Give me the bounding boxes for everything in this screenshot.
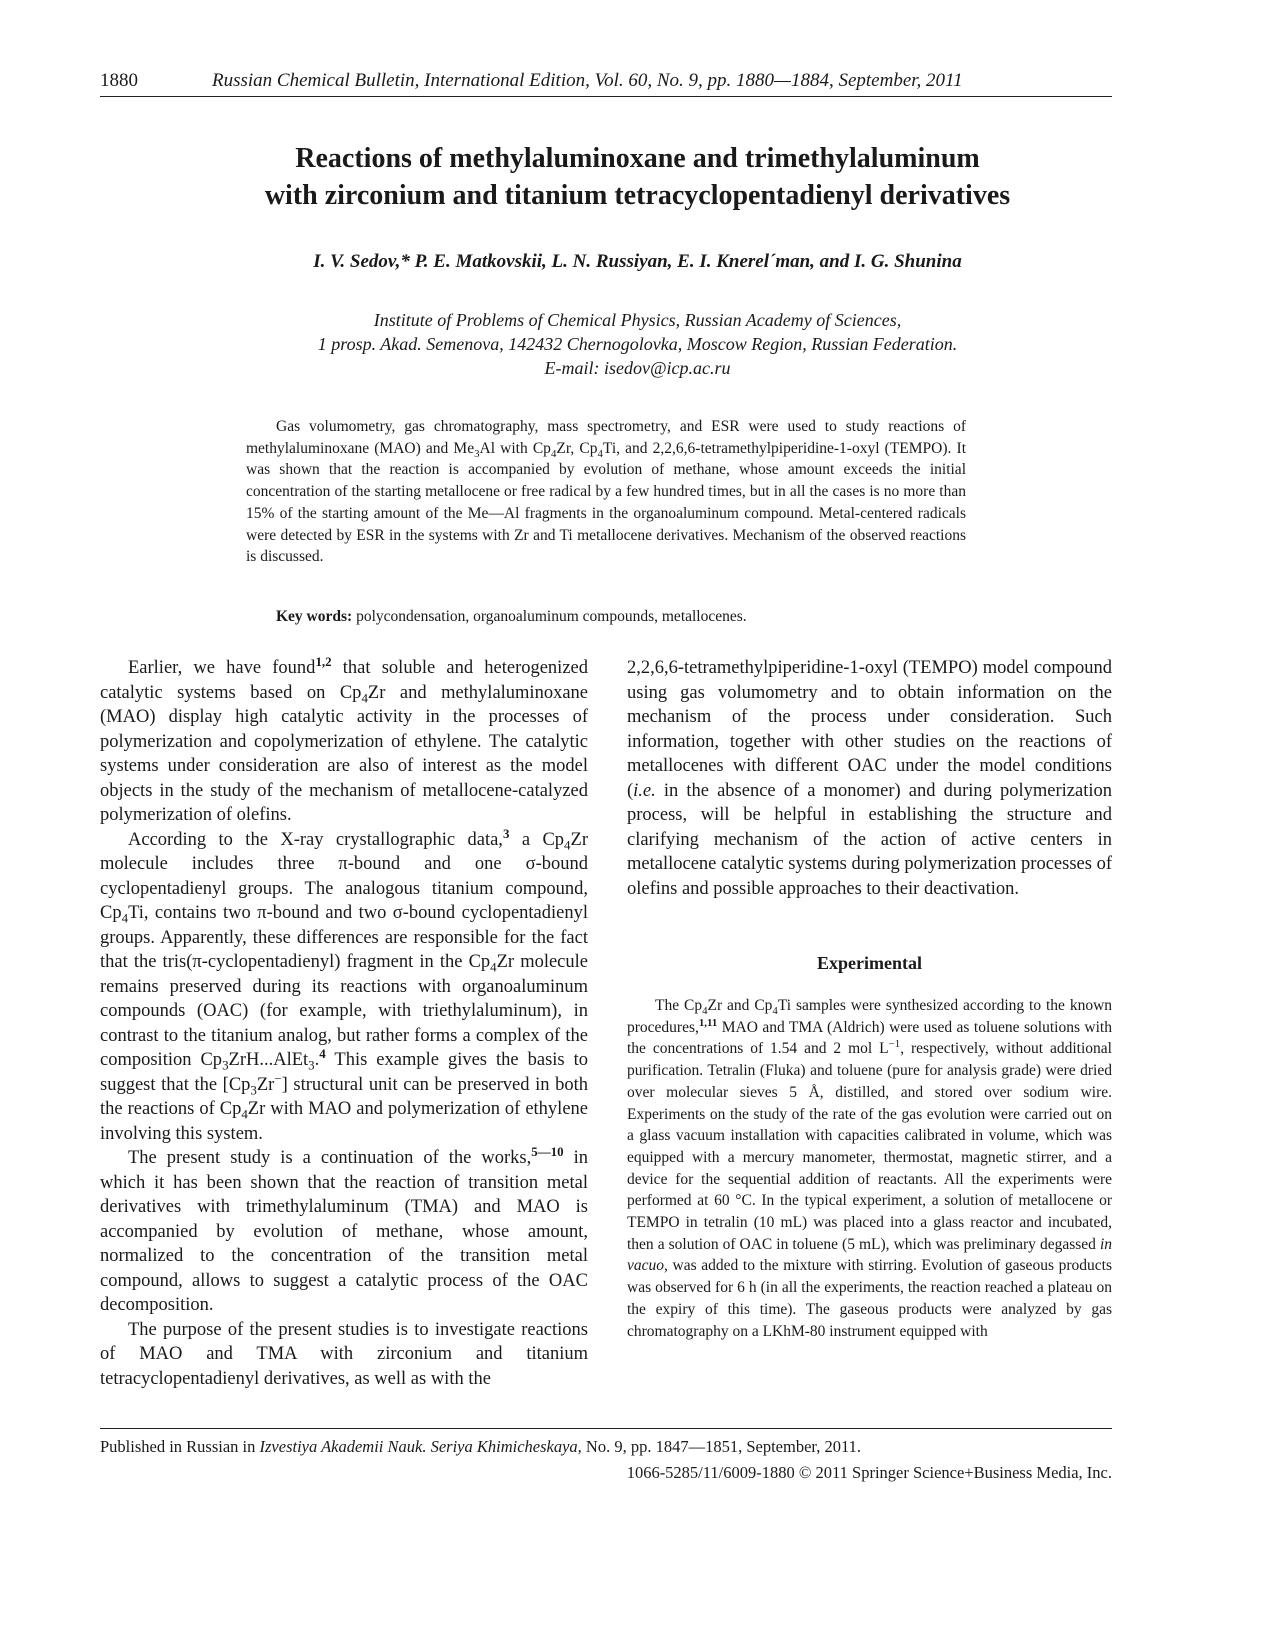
keywords-label: Key words: [276, 608, 353, 625]
article-title [150, 140, 1125, 214]
journal-citation: Russian Chemical Bulletin, International Edition, Vol. 60, No. 9, pp. 1880—1884, September, 2011 [212, 70, 963, 91]
abstract: Gas volumometry, gas chromatography, mass spectrometry, and ESR were used to study reactions of methylaluminoxane (MAO) and $Me_3Al$ with $Cp_4Zr$, $Cp_4Ti$, and 2,2,6,6-tetramethylpiperidine-1-oxyl (TEMPO). It was shown that the reaction is accompanied by evolution of methane, whose amount exceeds the initial concentration of the starting metallocene or free radical by a few hundred times, but in all the cases is no more than 15% of the starting amount of the Me—Al fragments in the organoaluminum compound. Metal-centered radicals were detected by ESR in the systems with Zr and Ti metallocene derivatives. Mechanism of the observed reactions is discussed. [246, 418, 966, 566]
footer-divider [100, 1428, 1112, 1429]
publication-note: Published in Russian in Izvestiya Akademii Nauk. Seriya Khimicheskaya, No. 9, pp. 1847—1851, September, 2011. [100, 1437, 861, 1456]
paragraph: According to the X-ray crystallographic data,$^3$ a $Cp_4Zr$ molecule includes three π-bound and one σ-bound cyclopentadienyl groups. The analogous titanium compound, $Cp_4Ti$, contains two π-bound and two σ-bound cyclopentadienyl groups. Apparently, these differences are responsible for the fact that the tris(π-cyclopentadienyl) fragment in the $Cp_4Zr$ molecule remains preserved during its reactions with organoaluminum compounds (OAC) (for example, with triethylaluminum), in contrast to the titanium analog, but rather forms a complex of the composition $Cp_3ZrH...AlEt_3.^4$ This example gives the basis to suggest that the $[Cp_3Zr^-]$ structural unit can be preserved in both the reactions of $Cp_4Zr$ with MAO and polymerization of ethylene involving this system. [100, 825, 588, 1144]
title-line-1: Reactions of methylaluminoxane and trimethylaluminum [295, 143, 980, 174]
title-line-2: with zirconium and titanium tetracyclopentadienyl derivatives [264, 180, 1011, 211]
affiliation-line-2: 1 prosp. Akad. Semenova, 142432 Chernogolovka, Moscow Region, Russian Federation. [317, 334, 958, 354]
section-heading-experimental: Experimental [817, 953, 922, 973]
paragraph: 2,2,6,6-tetramethylpiperidine-1-oxyl (TEMPO) model compound using gas volumometry and to obtain information on the mechanism of the process under consideration. Such information, together with other studies on the reactions of metallocenes with different OAC under the model conditions (i.e. in the absence of a monomer) and during polymerization process, will be helpful in establishing the structure and clarifying mechanism of the action of active centers in metallocene catalytic systems during polymerization processes of olefins and possible approaches to their deactivation. [627, 658, 1112, 899]
page-number: 1880 [100, 70, 138, 91]
experimental-text: The $Cp_4Zr$ and $Cp_4Ti$ samples were synthesized according to the known procedures,$^{1,11}$ MAO and TMA (Aldrich) were used as toluene solutions with the concentrations of 1.54 and 2 mol $L^{-1}$, respectively, without additional purification. Tetralin (Fluka) and toluene (pure for analysis grade) were dried over molecular sieves 5 Å, distilled, and stored over sodium wire. Experiments on the study of the rate of the gas evolution were carried out on a glass vacuum installation with capacities calibrated in volume, which was equipped with a mercury manometer, thermostat, magnetic stirrer, and a device for the sequential addition of reactants. All the experiments were performed at 60 °C. In the typical experiment, a solution of metallocene or TEMPO in tetralin (10 mL) was placed into a glass reactor and incubated, then a solution of OAC in toluene (5 mL), which was preliminary degassed in vacuo, was added to the mixture with stirring. Evolution of gaseous products was observed for 6 h (in all the experiments, the reaction reached a plateau on the expiry of this time). The gaseous products were analyzed by gas chromatography on a LKhM-80 instrument equipped with [627, 997, 1113, 1340]
authors: I. V. Sedov,* P. E. Matkovskii, L. N. Russiyan, E. I. Knerel´man, and I. G. Shunina [313, 251, 962, 272]
paragraph: The purpose of the present studies is to investigate reactions of MAO and TMA with zirconium and titanium tetracyclopentadienyl derivatives, as well as with the [100, 1319, 588, 1389]
left-column [100, 653, 588, 1391]
paragraph: The present study is a continuation of the works,$^{5—10}$ in which it has been shown that the reaction of transition metal derivatives with trimethylaluminum (TMA) and MAO is accompanied by evolution of methane, whose amount, normalized to the concentration of the transition metal compound, allows to suggest a catalytic process of the OAC decomposition. [100, 1143, 588, 1315]
keywords-text: polycondensation, organoaluminum compounds, metallocenes. [352, 608, 747, 625]
right-column [627, 656, 1112, 901]
copyright-line: 1066-5285/11/6009-1880 © 2011 Springer Science+Business Media, Inc. [626, 1463, 1112, 1482]
affiliation-line-1: Institute of Problems of Chemical Physics, Russian Academy of Sciences, [373, 310, 902, 330]
keywords [276, 608, 966, 626]
affiliation-email: E-mail: isedov@icp.ac.ru [544, 358, 731, 378]
paragraph: Earlier, we have found$^{1,2}$ that soluble and heterogenized catalytic systems based on $Cp_4Zr$ and methylaluminoxane (MAO) display high catalytic activity in the processes of polymerization and copolymerization of ethylene. The catalytic systems under consideration are also of interest as the model objects in the study of the mechanism of metallocene-catalyzed polymerization of olefins. [100, 653, 588, 825]
affiliation [150, 308, 1125, 380]
running-header [100, 64, 1112, 97]
